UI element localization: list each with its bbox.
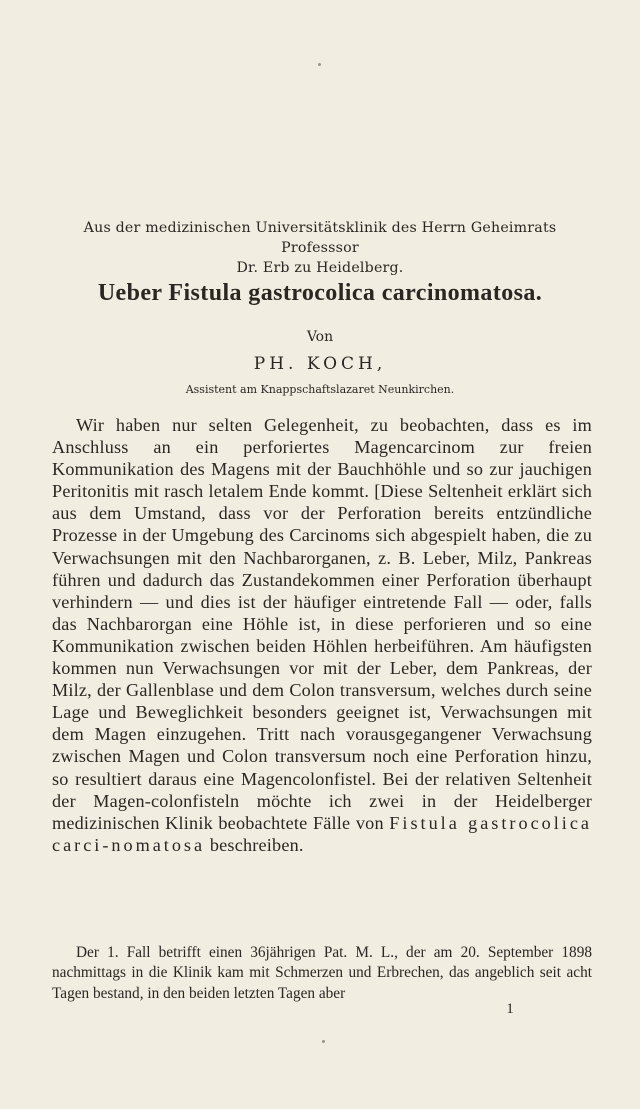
article-title: Ueber Fistula gastrocolica carcinomatosa. <box>97 280 543 306</box>
author-position: Assistent am Knappschaftslazaret Neunkirchen. <box>185 383 455 396</box>
body-text-end: beschreiben. <box>209 834 304 855</box>
body-text-emphasis: Fistula gastrocolica carci-nomatosa <box>52 812 592 855</box>
paper-speck <box>322 1040 325 1043</box>
byline-von: Von <box>306 329 334 345</box>
affiliation-line-2: Dr. Erb zu Heidelberg. <box>236 260 404 276</box>
case-paragraph: Der 1. Fall betrifft einen 36jährigen Pat. M. L., der am 20. September 1898 nachmittags in die Klinik kam mit Schmerzen und Erbrechen, das angeblich seit acht Tagen bestand, in den beiden letzten Tagen aber <box>52 944 592 1002</box>
affiliation-line-1: Aus der medizinischen Universitätsklinik des Herrn Geheimrats Professsor <box>83 220 557 256</box>
paper-speck <box>318 63 321 66</box>
page-number: 1 <box>506 1001 514 1017</box>
affiliation-header <box>48 218 592 278</box>
body-paragraph <box>52 414 592 856</box>
author-name: PH. KOCH, <box>253 354 387 374</box>
body-text-main: Wir haben nur selten Gelegenheit, zu beobachten, dass es im Anschluss an ein perforiertes Magencarcinom zur freien Kommunikation des Magens mit der Bauchhöhle und so zur jauchigen Peritonitis mit rasch letalem Ende kommt. [Diese Seltenheit erklärt sich aus dem Umstand, dass vor der Perforation bereits entzündliche Prozesse in der Umgebung des Carcinoms sich abgespielt haben, die zu Verwachsungen mit den Nachbarorganen, z. B. Leber, Milz, Pankreas führen und dadurch das Zustandekommen einer Perforation überhaupt verhindern — und dies ist der häufiger eintretende Fall — oder, falls das Nachbarorgan eine Höhle ist, in diese perforieren und so eine Kommunikation zwischen beiden Höhlen herbeiführen. Am häufigsten kommen nun Verwachsungen vor mit der Leber, dem Pankreas, der Milz, der Gallenblase und dem Colon transversum, welches durch seine Lage und Beweglichkeit besonders geeignet ist, Verwachsungen mit dem Magen einzugehen. Tritt nach vorausgegangener Verwachsung zwischen Magen und Colon transversum noch eine Perforation hinzu, so resultiert daraus eine Magencolonfistel. Bei der relativen Seltenheit der Magen-colonfisteln möchte ich zwei in der Heidelberger medizinischen Klinik beobachtete Fälle von <box>52 415 592 833</box>
